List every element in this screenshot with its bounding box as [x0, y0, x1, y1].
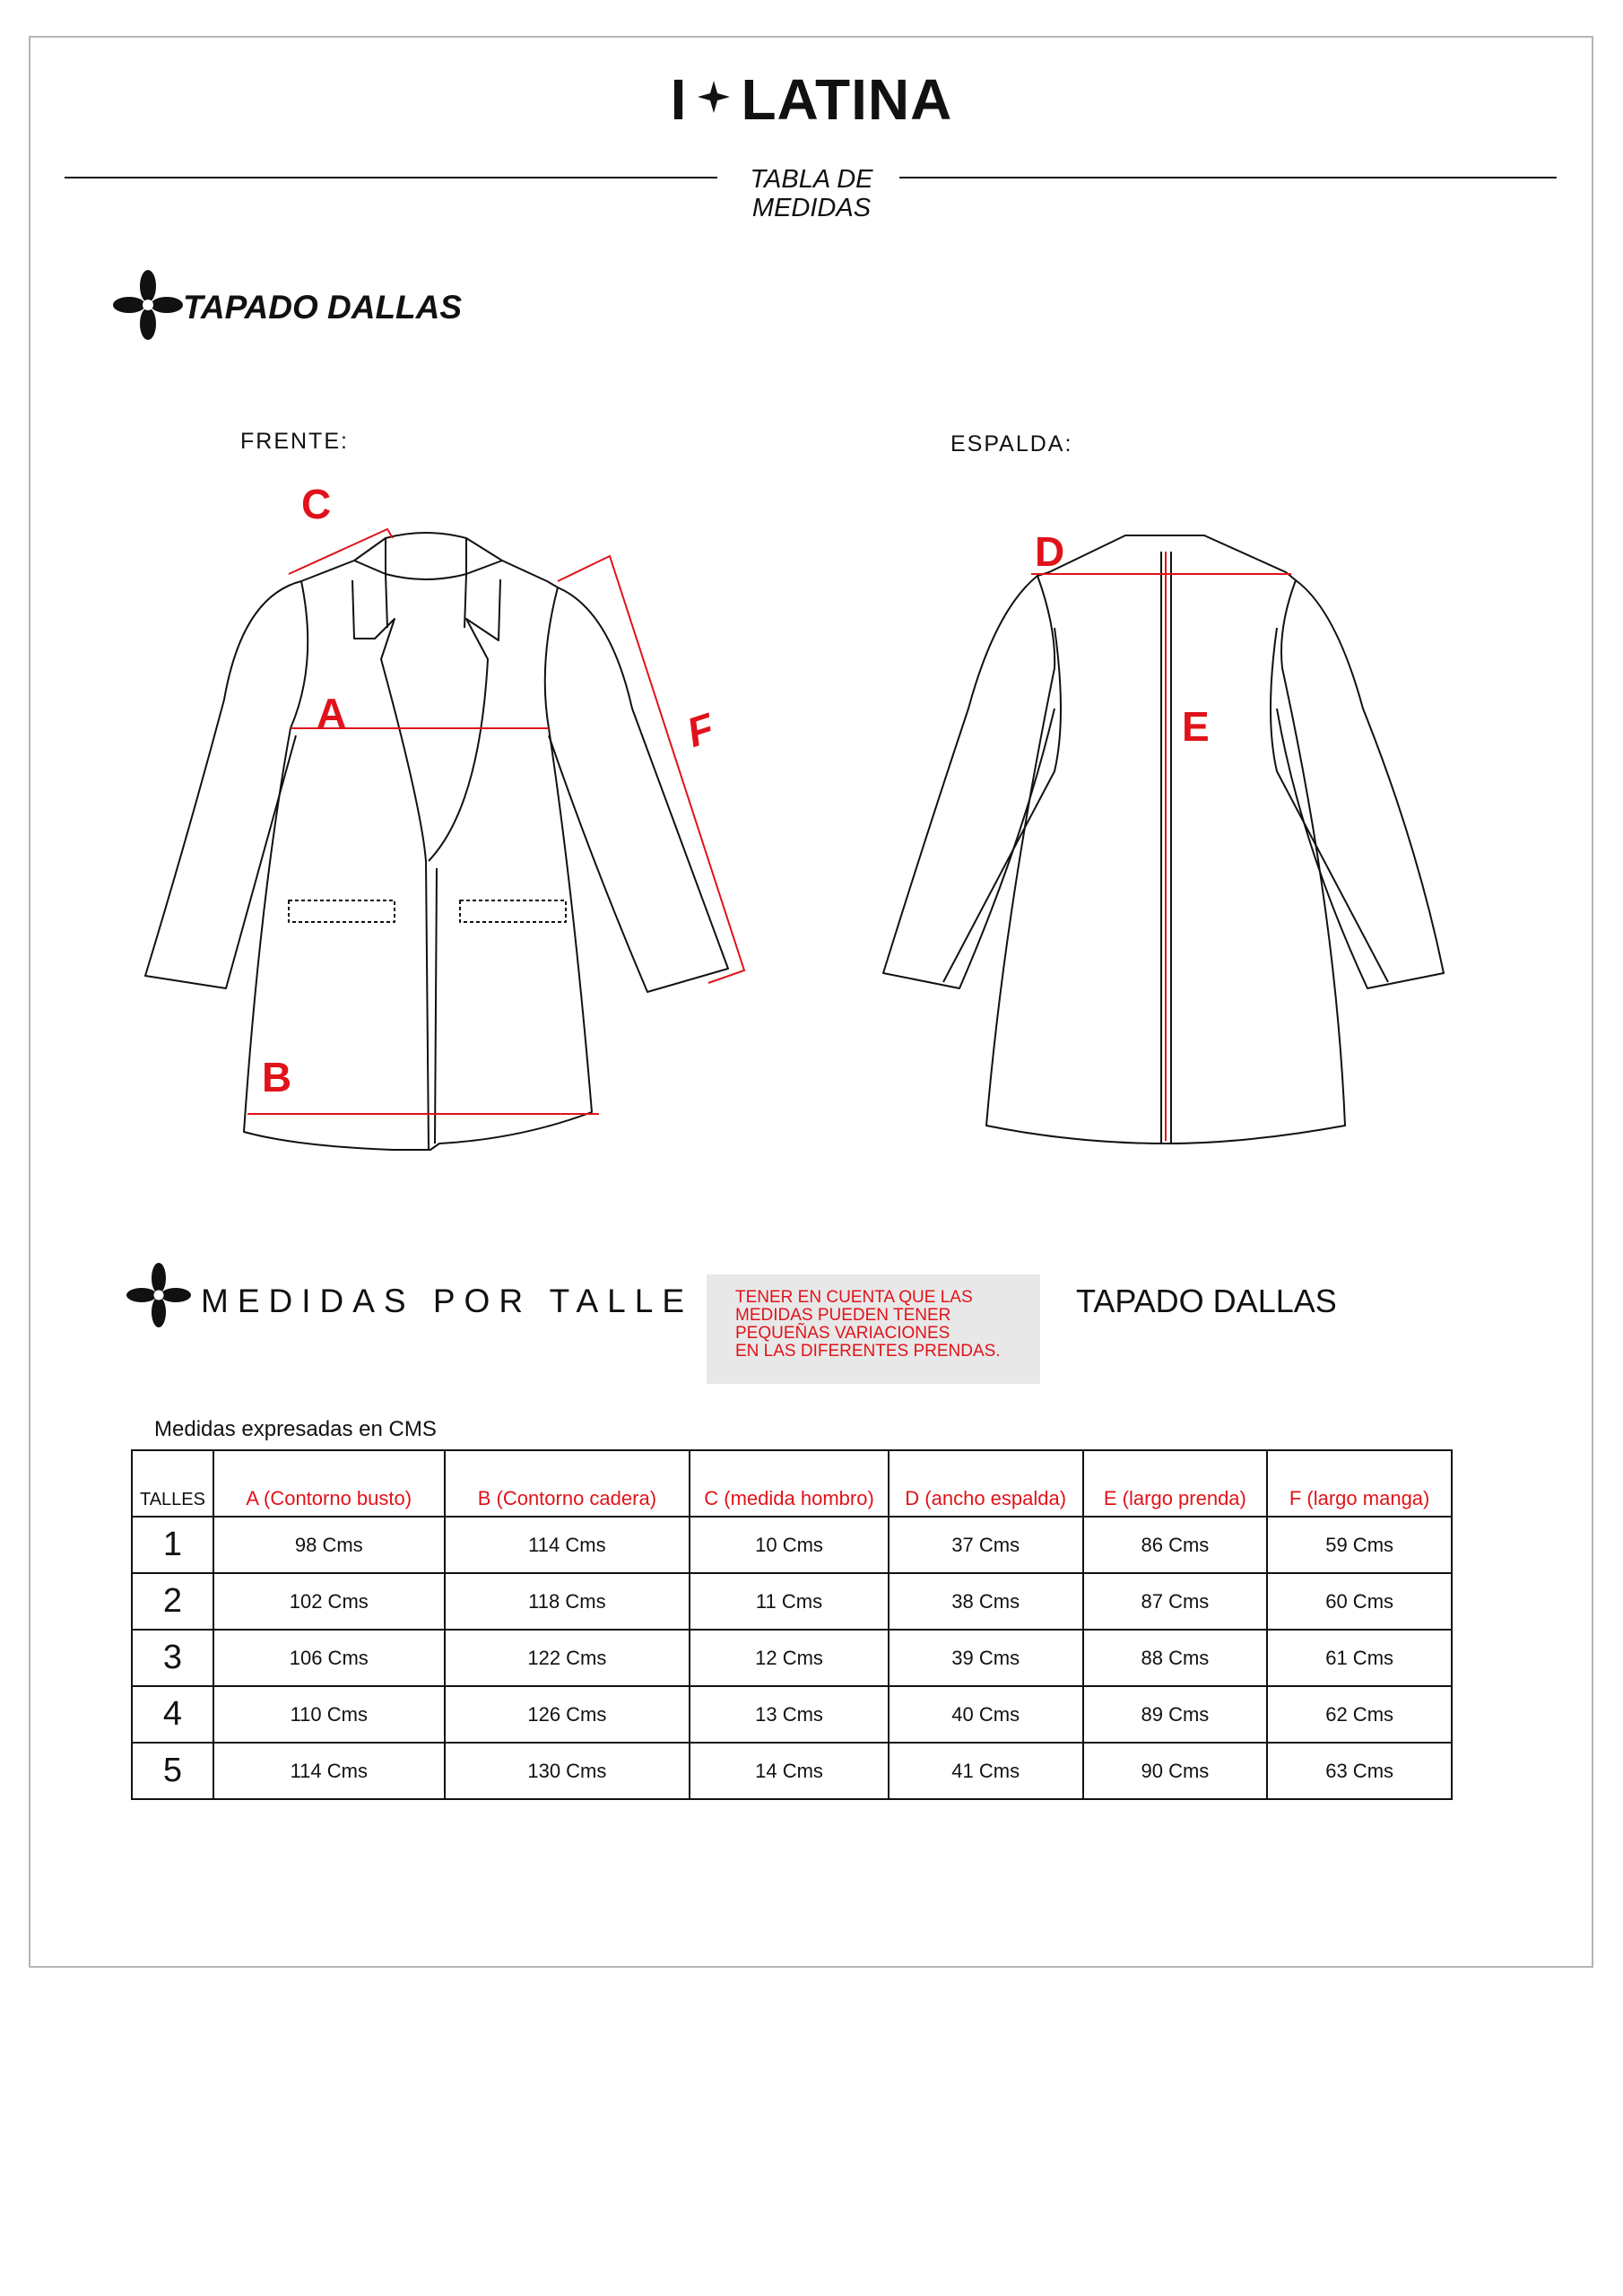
table-cell: 39 Cms	[889, 1630, 1083, 1686]
table-cell: 13 Cms	[690, 1686, 889, 1743]
unit-caption: Medidas expresadas en CMS	[154, 1417, 437, 1441]
quatrefoil-flower-icon	[113, 270, 183, 340]
variation-note-text: TENER EN CUENTA QUE LAS MEDIDAS PUEDEN TENER PEQUEÑAS VARIACIONES EN LAS DIFERENTES PRENDAS.	[735, 1288, 1001, 1361]
table-cell: 60 Cms	[1267, 1573, 1452, 1630]
measure-letter-e: E	[1182, 703, 1210, 750]
table-row	[132, 1686, 1452, 1743]
table-cell: 122 Cms	[445, 1630, 690, 1686]
table-cell: 114 Cms	[445, 1517, 690, 1573]
column-header: D (ancho espalda)	[889, 1450, 1083, 1517]
table-row	[132, 1630, 1452, 1686]
table-row	[132, 1573, 1452, 1630]
table-cell: 88 Cms	[1083, 1630, 1268, 1686]
measure-letter-b: B	[262, 1054, 292, 1100]
table-cell: 14 Cms	[690, 1743, 889, 1799]
column-header: TALLES	[132, 1450, 213, 1517]
table-cell: 63 Cms	[1267, 1743, 1452, 1799]
table-cell: 118 Cms	[445, 1573, 690, 1630]
table-cell: 86 Cms	[1083, 1517, 1268, 1573]
table-cell: 89 Cms	[1083, 1686, 1268, 1743]
table-cell: 106 Cms	[213, 1630, 445, 1686]
table-cell: 37 Cms	[889, 1517, 1083, 1573]
coat-back-diagram	[879, 520, 1462, 1148]
table-cell: 130 Cms	[445, 1743, 690, 1799]
size-cell: 4	[132, 1686, 213, 1743]
front-view-label: FRENTE:	[240, 429, 349, 454]
column-header: B (Contorno cadera)	[445, 1450, 690, 1517]
table-cell: 59 Cms	[1267, 1517, 1452, 1573]
section-title: MEDIDAS POR TALLE	[201, 1283, 694, 1319]
table-cell: 12 Cms	[690, 1630, 889, 1686]
measure-letter-d: D	[1035, 528, 1065, 575]
table-header-row	[132, 1450, 1452, 1517]
table-cell: 98 Cms	[213, 1517, 445, 1573]
brand-logo	[0, 61, 1623, 134]
section-product-name: TAPADO DALLAS	[1076, 1283, 1337, 1319]
back-view-label: ESPALDA:	[950, 431, 1073, 457]
size-cell: 2	[132, 1573, 213, 1630]
table-cell: 110 Cms	[213, 1686, 445, 1743]
column-header: A (Contorno busto)	[213, 1450, 445, 1517]
table-cell: 114 Cms	[213, 1743, 445, 1799]
size-cell: 3	[132, 1630, 213, 1686]
coat-front-diagram	[135, 502, 762, 1166]
size-cell: 1	[132, 1517, 213, 1573]
product-title: TAPADO DALLAS	[183, 289, 463, 326]
table-cell: 11 Cms	[690, 1573, 889, 1630]
table-cell: 90 Cms	[1083, 1743, 1268, 1799]
column-header: F (largo manga)	[1267, 1450, 1452, 1517]
four-point-star-icon	[696, 79, 732, 115]
header-rule-right	[899, 177, 1557, 178]
table-cell: 126 Cms	[445, 1686, 690, 1743]
size-cell: 5	[132, 1743, 213, 1799]
table-row	[132, 1743, 1452, 1799]
column-header: C (medida hombro)	[690, 1450, 889, 1517]
table-row	[132, 1517, 1452, 1573]
document-subtitle: TABLA DE MEDIDAS	[750, 165, 873, 222]
table-cell: 40 Cms	[889, 1686, 1083, 1743]
table-cell: 10 Cms	[690, 1517, 889, 1573]
table-cell: 41 Cms	[889, 1743, 1083, 1799]
measure-letter-c: C	[301, 481, 332, 527]
table-cell: 62 Cms	[1267, 1686, 1452, 1743]
quatrefoil-flower-icon	[126, 1263, 191, 1327]
table-cell: 87 Cms	[1083, 1573, 1268, 1630]
column-header: E (largo prenda)	[1083, 1450, 1268, 1517]
measure-letter-f: F	[681, 703, 720, 757]
table-cell: 102 Cms	[213, 1573, 445, 1630]
header-rule-left	[65, 177, 717, 178]
brand-part1: I	[670, 67, 688, 133]
size-table	[131, 1449, 1453, 1800]
table-cell: 38 Cms	[889, 1573, 1083, 1630]
brand-part2: LATINA	[741, 67, 953, 133]
variation-note	[707, 1274, 1040, 1384]
table-cell: 61 Cms	[1267, 1630, 1452, 1686]
measure-letter-a: A	[317, 690, 347, 736]
